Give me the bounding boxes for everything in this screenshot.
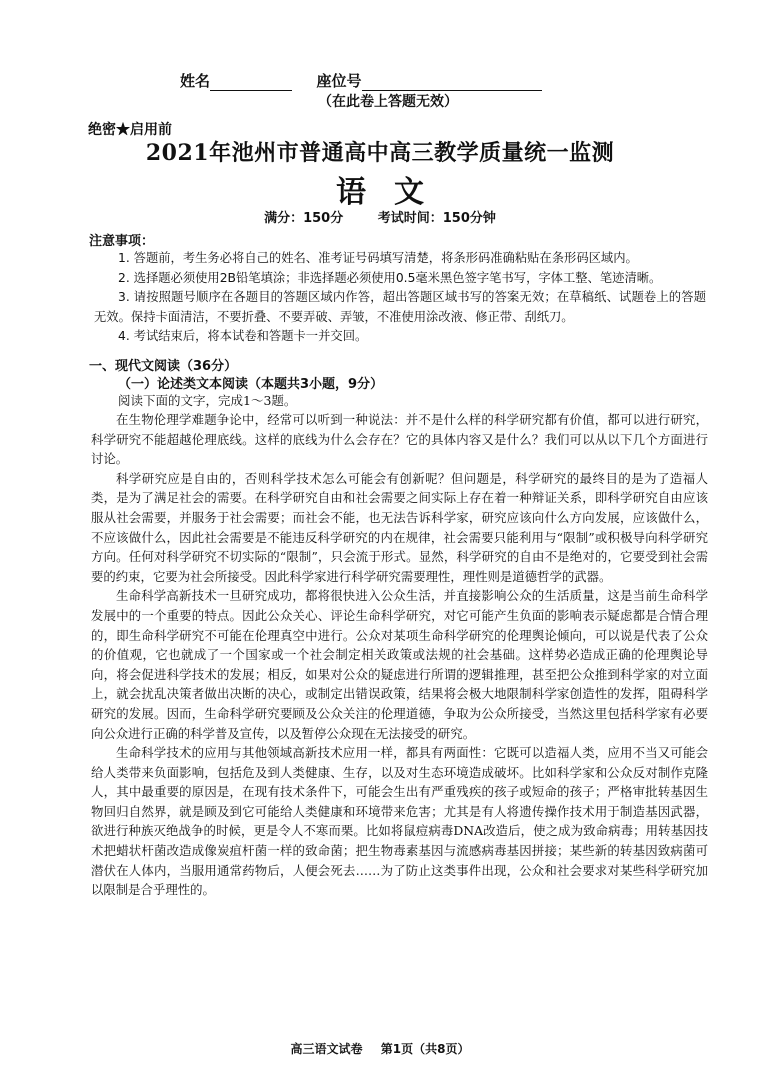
exam-title: 2021年池州市普通高中高三教学质量统一监测 bbox=[145, 140, 615, 166]
section-subtitle: （一）论述类文本阅读（本题共3小题，9分） bbox=[118, 377, 384, 392]
score-info: 满分：150分 bbox=[264, 211, 344, 226]
secret-label: 绝密★启用前 bbox=[88, 122, 172, 138]
subject-title: 语文 bbox=[336, 175, 452, 210]
note-item: 3. 请按照题号顺序在各题目的答题区域内作答，超出答题区域书写的答案无效；在草稿纸、试题卷上的答题无效。保持卡面清洁，不要折叠、不要弄破、弄皱，不准使用涂改液、修正带、刮纸刀。 bbox=[94, 290, 706, 324]
name-label: 姓名 bbox=[180, 72, 211, 90]
note-item: 2. 选择题必须使用2B铅笔填涂；非选择题必须使用0.5毫米黑色签字笔书写，字体工整、笔迹清晰。 bbox=[118, 270, 662, 285]
name-blank-line bbox=[210, 76, 292, 91]
reading-instruction: 阅读下面的文字，完成1～3题。 bbox=[118, 393, 297, 408]
notes-list bbox=[94, 249, 706, 347]
note-item: 4. 考试结束后，将本试卷和答题卡一并交回。 bbox=[118, 329, 368, 343]
section-title: 一、现代文阅读（36分） bbox=[89, 359, 238, 374]
page-footer bbox=[0, 1040, 760, 1057]
footer-page-number: 第1页（共8页） bbox=[380, 1042, 470, 1056]
notes-heading: 注意事项： bbox=[89, 234, 155, 249]
note-item: 1. 答题前，考生务必将自己的姓名、准考证号码填写清楚，将条形码准确粘贴在条形码区域内。 bbox=[118, 251, 638, 265]
invalid-note: （在此卷上答题无效） bbox=[318, 94, 458, 110]
reading-passage bbox=[91, 410, 708, 900]
seat-blank-line bbox=[362, 76, 542, 91]
passage-paragraph: 生命科学高新技术一旦研究成功，都将很快进入公众生活，并直接影响公众的生活质量，这是当前生命科学发展中的一个重要的特点。因此公众关心、评论生命科学研究，对它可能产生负面的影响表示疑虑都是合情合理的，即生命科学研究不可能在伦理真空中进行。公众对某项生命科学研究的伦理舆论倾向，可以说是代表了公众的价值观，它也就成了一个国家或一个社会制定相关政策或法规的社会基础。这样势必造成正确的伦理舆论导向，将会促进科学技术的发展；相反，如果对公众的疑虑进行所谓的逻辑推理，甚至把公众推到科学家的对立面上，就会扰乱决策者做出决断的决心，或制定出错误政策，结果将会极大地限制科学家创造性的发挥，阻碍科学研究的发展。因而，生命科学研究要顾及公众关注的伦理道德，争取为公众所接受，当然这里包括科学家有必要向公众进行正确的科学普及宣传，以及暂停公众现在无法接受的研究。 bbox=[91, 588, 708, 741]
exam-meta bbox=[0, 207, 760, 226]
passage-paragraph: 在生物伦理学难题争论中，经常可以听到一种说法：并不是什么样的科学研究都有价值，都可以进行研究，科学研究不能超越伦理底线。这样的底线为什么会存在？它的具体内容又是什么？我们可以从以下几个方面进行讨论。 bbox=[91, 412, 708, 467]
time-info: 考试时间：150分钟 bbox=[377, 211, 496, 226]
candidate-info-line bbox=[180, 70, 542, 91]
passage-paragraph: 科学研究应是自由的，否则科学技术怎么可能会有创新呢？但问题是，科学研究的最终目的是为了造福人类，是为了满足社会的需要。在科学研究自由和社会需要之间实际上存在着一种辩证关系，即科学研究自由应该服从社会需要，并服务于社会需要；而社会不能，也无法告诉科学家，研究应该向什么方向发展，应该做什么，不应该做什么，因此社会需要是不能违反科学研究的内在规律，社会需要只能利用与“限制”或积极导向科学研究方向。任何对科学研究不切实际的“限制”，只会流于形式。显然，科学研究的自由不是绝对的，它要受到社会需要的约束，它要为社会所接受。因此科学家进行科学研究需要理性，理性则是道德哲学的武器。 bbox=[91, 470, 708, 584]
seat-label: 座位号 bbox=[316, 72, 362, 90]
passage-paragraph: 生命科学技术的应用与其他领域高新技术应用一样，都具有两面性：它既可以造福人类，应用不当又可能会给人类带来负面影响，包括危及到人类健康、生存，以及对生态环境造成破坏。比如科学家和公众反对制作克隆人，其中最重要的原因是，在现有技术条件下，可能会生出有严重残疾的孩子或短命的孩子；严格审批转基因生物回归自然界，就是顾及到它可能给人类健康和环境带来危害；尤其是有人将遗传操作技术用于制造基因武器，欲进行种族灭绝战争的时候，更是令人不寒而栗。比如将鼠痘病毒DNA改造后，使之成为致命病毒；用转基因技术把蜡状杆菌改造成像炭疽杆菌一样的致命菌；把生物毒素基因与流感病毒基因拼接；某些新的转基因致病菌可潜伏在人体内，当服用通常药物后，人便会死去……为了防止这类事件出现，公众和社会要求对某些科学研究加以限制是合乎理性的。 bbox=[91, 745, 708, 898]
footer-paper-name: 高三语文试卷 bbox=[290, 1042, 363, 1056]
